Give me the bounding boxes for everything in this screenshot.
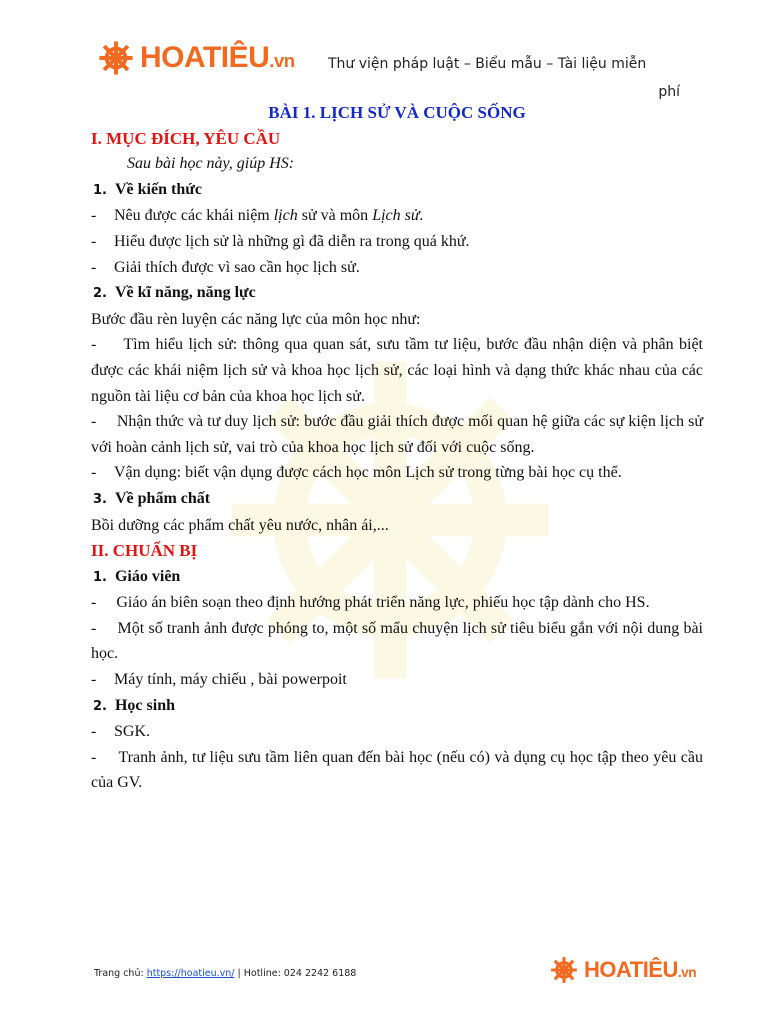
hoatieu-logo-footer[interactable] <box>550 956 696 984</box>
section-heading-objectives: I. MỤC ĐÍCH, YÊU CẦU <box>91 128 281 148</box>
section-heading-preparation: II. CHUẨN BỊ <box>91 541 198 561</box>
intro-text: Sau bài học này, giúp HS: <box>127 155 295 173</box>
list-item: - Nêu được các khái niệm lịch sử và môn Lịch sử. <box>91 207 424 225</box>
list-item: - Tìm hiểu lịch sử: thông qua quan sát, sưu tầm tư liệu, bước đầu nhận diện và phân biệt được các khái niệm lịch sử và khoa học lịch sử, các loại hình và dạng thức khác nhau của các nguồn tài liệu cơ bản của khoa học lịch sử. <box>91 336 704 405</box>
ship-wheel-icon <box>98 40 134 76</box>
logo-wordmark: HOATIÊU.vn <box>584 957 697 982</box>
logo-wordmark: HOATIÊU.vn <box>140 41 295 74</box>
list-item: - Hiểu được lịch sử là những gì đã diễn ra trong quá khứ. <box>91 232 470 250</box>
list-item: - SGK. <box>91 723 151 741</box>
subheading-qualities: 3. Về phẩm chất <box>93 489 211 507</box>
subheading-skills: 2. Về kĩ năng, năng lực <box>93 284 256 302</box>
page-header <box>0 0 768 100</box>
list-item: - Máy tính, máy chiếu , bài powerpoit <box>91 671 347 689</box>
list-item: - Tranh ảnh, tư liệu sưu tầm liên quan đến bài học (nếu có) và dụng cụ học tập theo yêu cầu của GV. <box>91 748 703 792</box>
list-item: - Nhận thức và tư duy lịch sử: bước đầu giải thích được mối quan hệ giữa các sự kiện lịch sử với hoàn cảnh lịch sử, vai trò của khoa học lịch sử đối với cuộc sống. <box>91 413 703 456</box>
home-link[interactable]: https://hoatieu.vn/ <box>146 968 235 979</box>
page-footer: Trang chủ: https://hoatieu.vn/ | Hotline: 024 2242 6188 <box>94 968 357 979</box>
list-item: - Một số tranh ảnh được phóng to, một số mẩu chuyện lịch sử tiêu biểu gắn với nội dung bài học. <box>91 619 703 663</box>
list-item: - Giáo án biên soạn theo định hướng phát triển năng lực, phiếu học tập dành cho HS. <box>91 594 650 612</box>
document-body <box>91 100 703 796</box>
lesson-title: BÀI 1. LỊCH SỬ VÀ CUỘC SỐNG <box>268 103 526 122</box>
subheading-teacher: 1. Giáo viên <box>93 567 181 585</box>
subheading-knowledge: 1. Về kiến thức <box>93 180 202 198</box>
ship-wheel-icon <box>550 956 578 984</box>
hoatieu-logo[interactable] <box>98 40 295 76</box>
qualities-text: Bồi dưỡng các phẩm chất yêu nước, nhân ái,... <box>91 516 389 534</box>
site-tagline: Thư viện pháp luật – Biểu mẫu – Tài liệu miễn phí <box>328 56 680 100</box>
subheading-student: 2. Học sinh <box>93 696 175 714</box>
list-item: - Vận dụng: biết vận dụng được cách học môn Lịch sử trong từng bài học cụ thể. <box>91 464 622 482</box>
skills-intro: Bước đầu rèn luyện các năng lực của môn học như: <box>91 310 421 328</box>
list-item: - Giải thích được vì sao cần học lịch sử. <box>91 258 360 276</box>
